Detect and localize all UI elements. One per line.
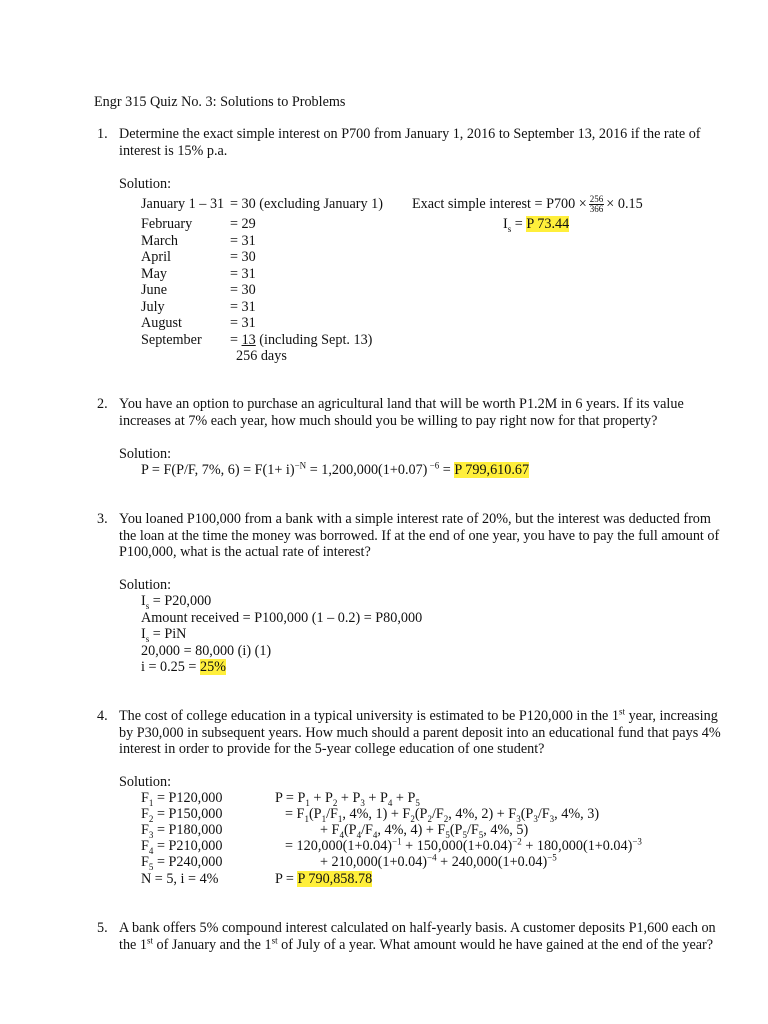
q3-line2: Amount received = P100,000 (1 – 0.2) = P80,000 [141,610,423,626]
q4-number: 4. [97,708,108,724]
q4-f4: $F_4 = P210,000$ [141,838,223,856]
q1-month: February [141,216,193,232]
q1-days: = 29 [230,216,256,232]
q3-text-line2: the loan at the time the money was borrowed. If at the end of one year, you have to pay the full amount of [119,528,720,544]
q1-days: = 31 [230,315,256,331]
q1-month: March [141,233,179,249]
page-title: Engr 315 Quiz No. 3: Solutions to Problems [94,94,346,110]
q1-days-september: = 13 (including Sept. 13) [230,332,373,348]
q4-f5: $F_5 = P240,000$ [141,854,223,872]
q4-eq-line1: $P = P_1 + P_2 + P_3 + P_4 + P_5$ [275,790,420,808]
q1-month: September [141,332,202,348]
q2-solution-label: Solution: [119,446,172,462]
q4-text-line2: by P30,000 in subsequent years. How much should a parent deposit into an educational fund that pays 4% [119,725,721,741]
q2-equation: P = F(P/F, 7%, $6) = F(1+ i)^{-N} = 1,200,000(1+0.07)$ $^{-6}$ = P 799,610.67 [141,460,530,478]
q3-solution-label: Solution: [119,577,172,593]
q4-eq-line2: = $F_1(P_1/F_1$, 4%, $1) + F_2(P_2/F_2$, 4%, $2) + F_3(P_3/F_3$, 4%, 3) [285,806,600,824]
q2-answer-highlight: P 799,610.67 [454,462,530,478]
q2-number: 2. [97,396,108,412]
q3-line5: i = 0.25 = 25% [141,659,226,675]
q1-answer-highlight: P 73.44 [526,216,570,232]
q1-days: = 31 [230,233,256,249]
q3-answer-highlight: 25% [199,659,226,675]
q1-exact-simple-interest: Exact simple interest = P700 × $\frac{256}{366}$ × 0.15 [412,194,643,214]
q5-number: 5. [97,920,108,936]
q4-eq-line3: + $F_4(P_4/F_4$, 4%, $4) + F_5(P_5/F_5$, 4%, 5) [320,822,529,840]
q3-text-line3: P100,000, what is the actual rate of interest? [119,544,371,560]
q1-total-days: 256 days [236,348,287,364]
q1-text-line1: Determine the exact simple interest on P700 from January 1, 2016 to September 13, 2016 if the rate of [119,126,701,142]
q3-number: 3. [97,511,108,527]
q1-text-line2: interest is 15% p.a. [119,143,228,159]
q1-month: July [141,299,165,315]
q1-month: August [141,315,182,331]
q5-text-line2: the 1st of January and the 1st of July of a year. What amount would he have gained at the end of the year? [119,935,714,953]
q1-month: January 1 – 31 [141,196,225,212]
q1-days: = 30 [230,282,256,298]
q1-month: May [141,266,168,282]
q4-eq-line4: = $120,000(1+0.04)^{-1} + 150,000(1+0.04)^{-2} + 180,000(1+0.04)^{-3}$ [285,836,642,854]
q5-text-line1: A bank offers 5% compound interest calculated on half-yearly basis. A customer deposits P1,600 each on [119,920,716,936]
q3-line3: $I_s$ = PiN [141,626,187,644]
q2-text-line2: increases at 7% each year, how much should you be willing to pay right now for that property? [119,413,658,429]
q1-days: = 31 [230,299,256,315]
q1-number: 1. [97,126,108,142]
q3-line1: $I_s = P20,000$ [141,593,212,611]
q3-line4: 20,000 = 80,000 (i) (1) [141,643,272,659]
q3-text-line1: You loaned P100,000 from a bank with a simple interest rate of 20%, but the interest was deducted from [119,511,711,527]
q1-month: June [141,282,168,298]
q1-fraction: $\frac{256}{366}$ [589,194,604,214]
q4-text-line3: interest in order to provide for the 5-year college education of one student? [119,741,545,757]
q1-month: April [141,249,171,265]
q4-solution-label: Solution: [119,774,172,790]
q4-eq-line5: + $210,000(1+0.04)^{-4} + 240,000(1+0.04)^{-5}$ [320,852,557,870]
q1-days: = 30 (excluding January 1) [230,196,383,212]
q4-text-line1: The cost of college education in a typical university is estimated to be P120,000 in the 1st year, increasing [119,706,718,724]
q1-days: = 31 [230,266,256,282]
q1-answer-line: $I_s = P$ 73.44 [503,216,570,234]
q4-answer-line: P = P 790,858.78 [275,871,373,887]
q4-answer-highlight: P 790,858.78 [297,871,373,887]
q1-solution-label: Solution: [119,176,172,192]
q1-days: = 30 [230,249,256,265]
q4-f1: $F_1 = P120,000$ [141,790,223,808]
q4-f2: $F_2 = P150,000$ [141,806,223,824]
q4-n-i: N = 5, i = 4% [141,871,219,887]
q2-text-line1: You have an option to purchase an agricultural land that will be worth P1.2M in 6 years. If its value [119,396,684,412]
q4-f3: $F_3 = P180,000$ [141,822,223,840]
